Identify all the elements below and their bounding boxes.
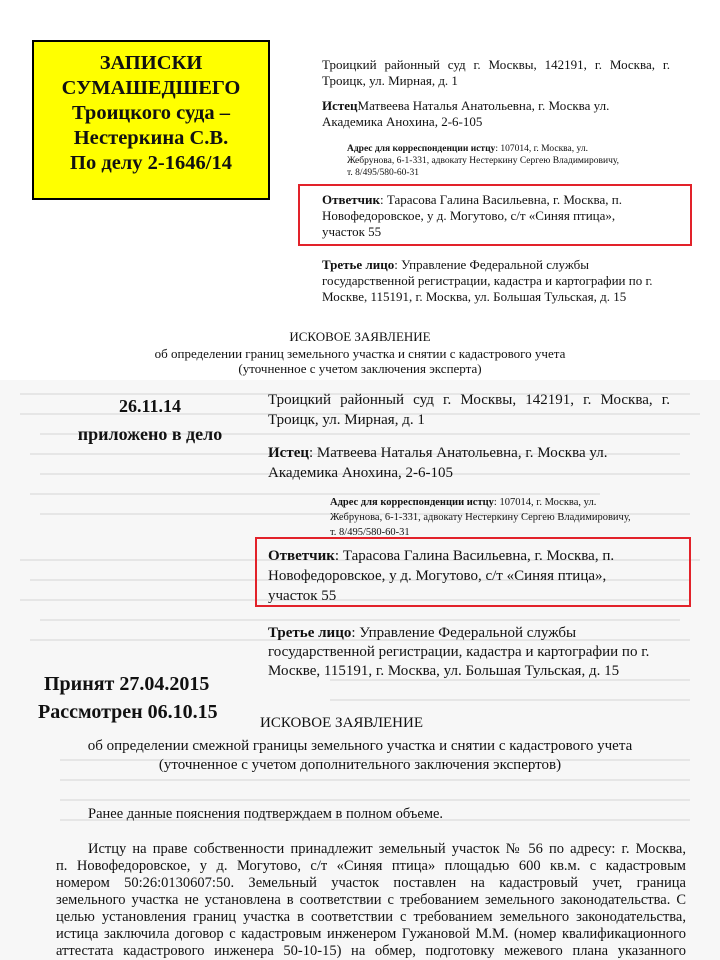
v2-body-line: номером 50:26:0130607:50. Земельный участок поставлен на кадастровый учет, граница [56,875,686,891]
title-banner [32,40,270,200]
v1-address [347,143,672,155]
banner-line: СУМАШЕДШЕГО [61,77,241,99]
accepted-note: Принят 27.04.2015 [44,673,210,695]
v1-court-line: Троицк, ул. Мирная, д. 1 [322,73,458,88]
v1-plaintiff [322,98,672,114]
attached-note: приложено в дело [77,424,223,444]
v1-defendant-line: Новофедоровское, у д. Могутово, с/т «Синяя птица», [322,208,616,223]
v2-third-line: государственной регистрации, кадастра и картографии по г. [268,644,650,660]
v2-defendant-label: Ответчик [268,548,335,564]
v1-address-line: т. 8/495/580-60-31 [347,168,420,178]
v2-paragraph: Ранее данные пояснения подтверждаем в полном объеме. [88,806,444,822]
v1-third-line: государственной регистрации, кадастра и картографии по г. [322,273,653,288]
v2-document-subtitle: об определении смежной границы земельного участка и снятии с кадастрового учета [87,738,633,754]
banner-line: По делу 2-1646/14 [70,152,232,174]
v2-body-line: истица заключила договор с кадастровым инженером Гужановой М.М. (номер квалификационного [56,926,686,942]
v2-plaintiff [268,444,607,462]
v1-plaintiff-label: Истец [322,98,358,113]
v2-third-line: Москве, 115191, г. Москва, ул. Большая Тульская, д. 15 [268,663,620,679]
v1-plaintiff-text: Матвеева Наталья Анатольевна, г. Москва ул. [357,98,610,113]
v1-court-line: Троицкий районный суд г. Москвы, 142191, г. Москва, г. [322,57,670,72]
v1-third-text: : Управление Федеральной службы [394,257,590,272]
v2-plaintiff-label: Истец [268,445,309,461]
v2-address-line: Жебрунова, 6-1-331, адвокату Нестеркину Сергею Владимировичу, [330,512,631,523]
v2-body-line: Истцу на праве собственности принадлежит земельный участок № 56 по адресу: г. Москва, [88,841,686,857]
v1-third-party [322,257,589,273]
v2-body-line: аттестата кадастрового инженера 50-10-15) на обмер, подготовку межевого плана указанного [56,943,686,959]
v2-third-text: : Управление Федеральной службы [351,625,577,641]
v2-body-line: целью установления границ участка в соответствии с требованием земельного законодательства, [56,909,686,925]
reviewed-note: Рассмотрен 06.10.15 [38,701,218,723]
v2-address-label: Адрес для корреспонденции истцу [330,497,494,508]
v1-document-title: ИСКОВОЕ ЗАЯВЛЕНИЕ [289,329,431,344]
banner-line: ЗАПИСКИ [99,52,203,74]
v2-plaintiff-text: : Матвеева Наталья Анатольевна, г. Москва ул. [309,445,608,461]
v2-document-subtitle: (уточненное с учетом дополнительного заключения экспертов) [158,757,562,773]
v1-document-subtitle: (уточненное с учетом заключения эксперта) [238,361,482,376]
v1-third-label: Третье лицо [322,257,395,272]
v2-court-line: Троицкий районный суд г. Москвы, 142191, г. Москва, г. [268,392,670,408]
v1-third-line: Москве, 115191, г. Москва, ул. Большая Тульская, д. 15 [322,289,627,304]
v2-third-label: Третье лицо [268,625,352,641]
v2-body-line: п. Новофедоровское, у д. Могутово, с/т «Синяя птица» площадью 600 кв.м. с кадастровым [56,858,686,874]
v1-document-subtitle: об определении границ земельного участка и снятии с кадастрового учета [154,346,566,361]
v2-court-line: Троицк, ул. Мирная, д. 1 [268,412,425,428]
v1-defendant-line: участок 55 [322,224,382,239]
v2-document-title: ИСКОВОЕ ЗАЯВЛЕНИЕ [260,715,424,731]
v2-defendant [268,547,614,565]
v1-plaintiff-line: Академика Анохина, 2-6-105 [322,114,483,129]
v1-address-text: : 107014, г. Москва, ул. [495,144,588,154]
v2-body-line: земельного участка не установлена в соответствии с требованием земельного законодательства. С [56,892,686,908]
banner-line: Троицкого суда – [72,102,230,124]
v2-third-party [268,624,576,642]
v1-defendant [322,192,622,208]
v2-defendant-line: Новофедоровское, у д. Могутово, с/т «Синяя птица», [268,568,607,584]
v1-address-line: Жебрунова, 6-1-331, адвокату Нестеркину Сергею Владимировичу, [347,156,620,166]
v1-address-label: Адрес для корреспонденции истцу [347,144,496,154]
v1-defendant-label: Ответчик [322,192,380,207]
v2-plaintiff-line: Академика Анохина, 2-6-105 [268,465,454,481]
v2-address-line: т. 8/495/580-60-31 [330,527,410,538]
v2-defendant-line: участок 55 [268,588,337,604]
v2-address [330,496,596,509]
v2-defendant-text: : Тарасова Галина Васильевна, г. Москва, п. [334,548,615,564]
v2-address-text: : 107014, г. Москва, ул. [493,497,597,508]
banner-line: Нестеркина С.В. [73,127,229,149]
date-note: 26.11.14 [118,396,181,416]
v1-defendant-text: : Тарасова Галина Васильевна, г. Москва, п. [380,192,622,207]
